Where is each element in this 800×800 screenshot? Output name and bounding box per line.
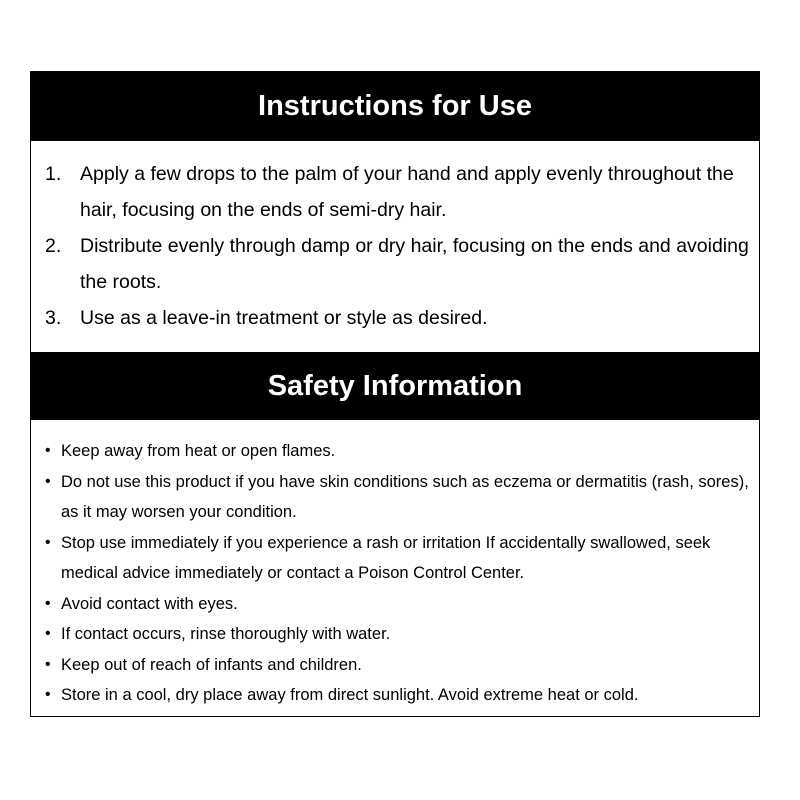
bullet-icon: • xyxy=(45,655,51,673)
safety-item xyxy=(31,467,759,528)
bullet-icon: • xyxy=(45,533,51,551)
safety-item xyxy=(31,619,759,650)
safety-list xyxy=(31,436,759,711)
step-text: Distribute evenly through damp or dry hair, focusing on the ends and avoiding the roots. xyxy=(80,235,749,293)
instruction-step xyxy=(31,228,759,300)
safety-item-text: If contact occurs, rinse thoroughly with water. xyxy=(61,625,391,643)
safety-item xyxy=(31,589,759,620)
safety-item xyxy=(31,680,759,711)
step-number: 1. xyxy=(45,163,62,185)
instructions-list xyxy=(31,156,759,336)
safety-item xyxy=(31,436,759,467)
safety-item-text: Keep out of reach of infants and children. xyxy=(61,655,362,674)
info-panel xyxy=(30,71,760,717)
safety-item xyxy=(31,650,759,681)
instruction-step xyxy=(31,156,759,228)
safety-item-text: Store in a cool, dry place away from direct sunlight. Avoid extreme heat or cold. xyxy=(61,686,639,704)
step-number: 3. xyxy=(45,307,62,329)
bullet-icon: • xyxy=(45,686,51,703)
safety-item-text: Keep away from heat or open flames. xyxy=(61,442,336,460)
bullet-icon: • xyxy=(45,625,51,642)
safety-item xyxy=(31,528,759,589)
instructions-heading: Instructions for Use xyxy=(31,72,759,141)
step-text: Use as a leave-in treatment or style as desired. xyxy=(80,307,488,329)
step-number: 2. xyxy=(45,235,62,257)
bullet-icon: • xyxy=(45,442,51,459)
safety-heading: Safety Information xyxy=(31,352,759,420)
safety-item-text: Do not use this product if you have skin conditions such as eczema or dermatitis (rash, sores), as it may worsen your condition. xyxy=(61,472,749,521)
step-text: Apply a few drops to the palm of your hand and apply evenly throughout the hair, focusing on the ends of semi-dry hair. xyxy=(80,163,734,221)
bullet-icon: • xyxy=(45,472,51,490)
bullet-icon: • xyxy=(45,594,51,612)
safety-item-text: Avoid contact with eyes. xyxy=(61,594,238,613)
instruction-step xyxy=(31,300,759,336)
safety-item-text: Stop use immediately if you experience a rash or irritation If accidentally swallowed, seek medical advice immediately or contact a Poison Control Center. xyxy=(61,533,711,582)
